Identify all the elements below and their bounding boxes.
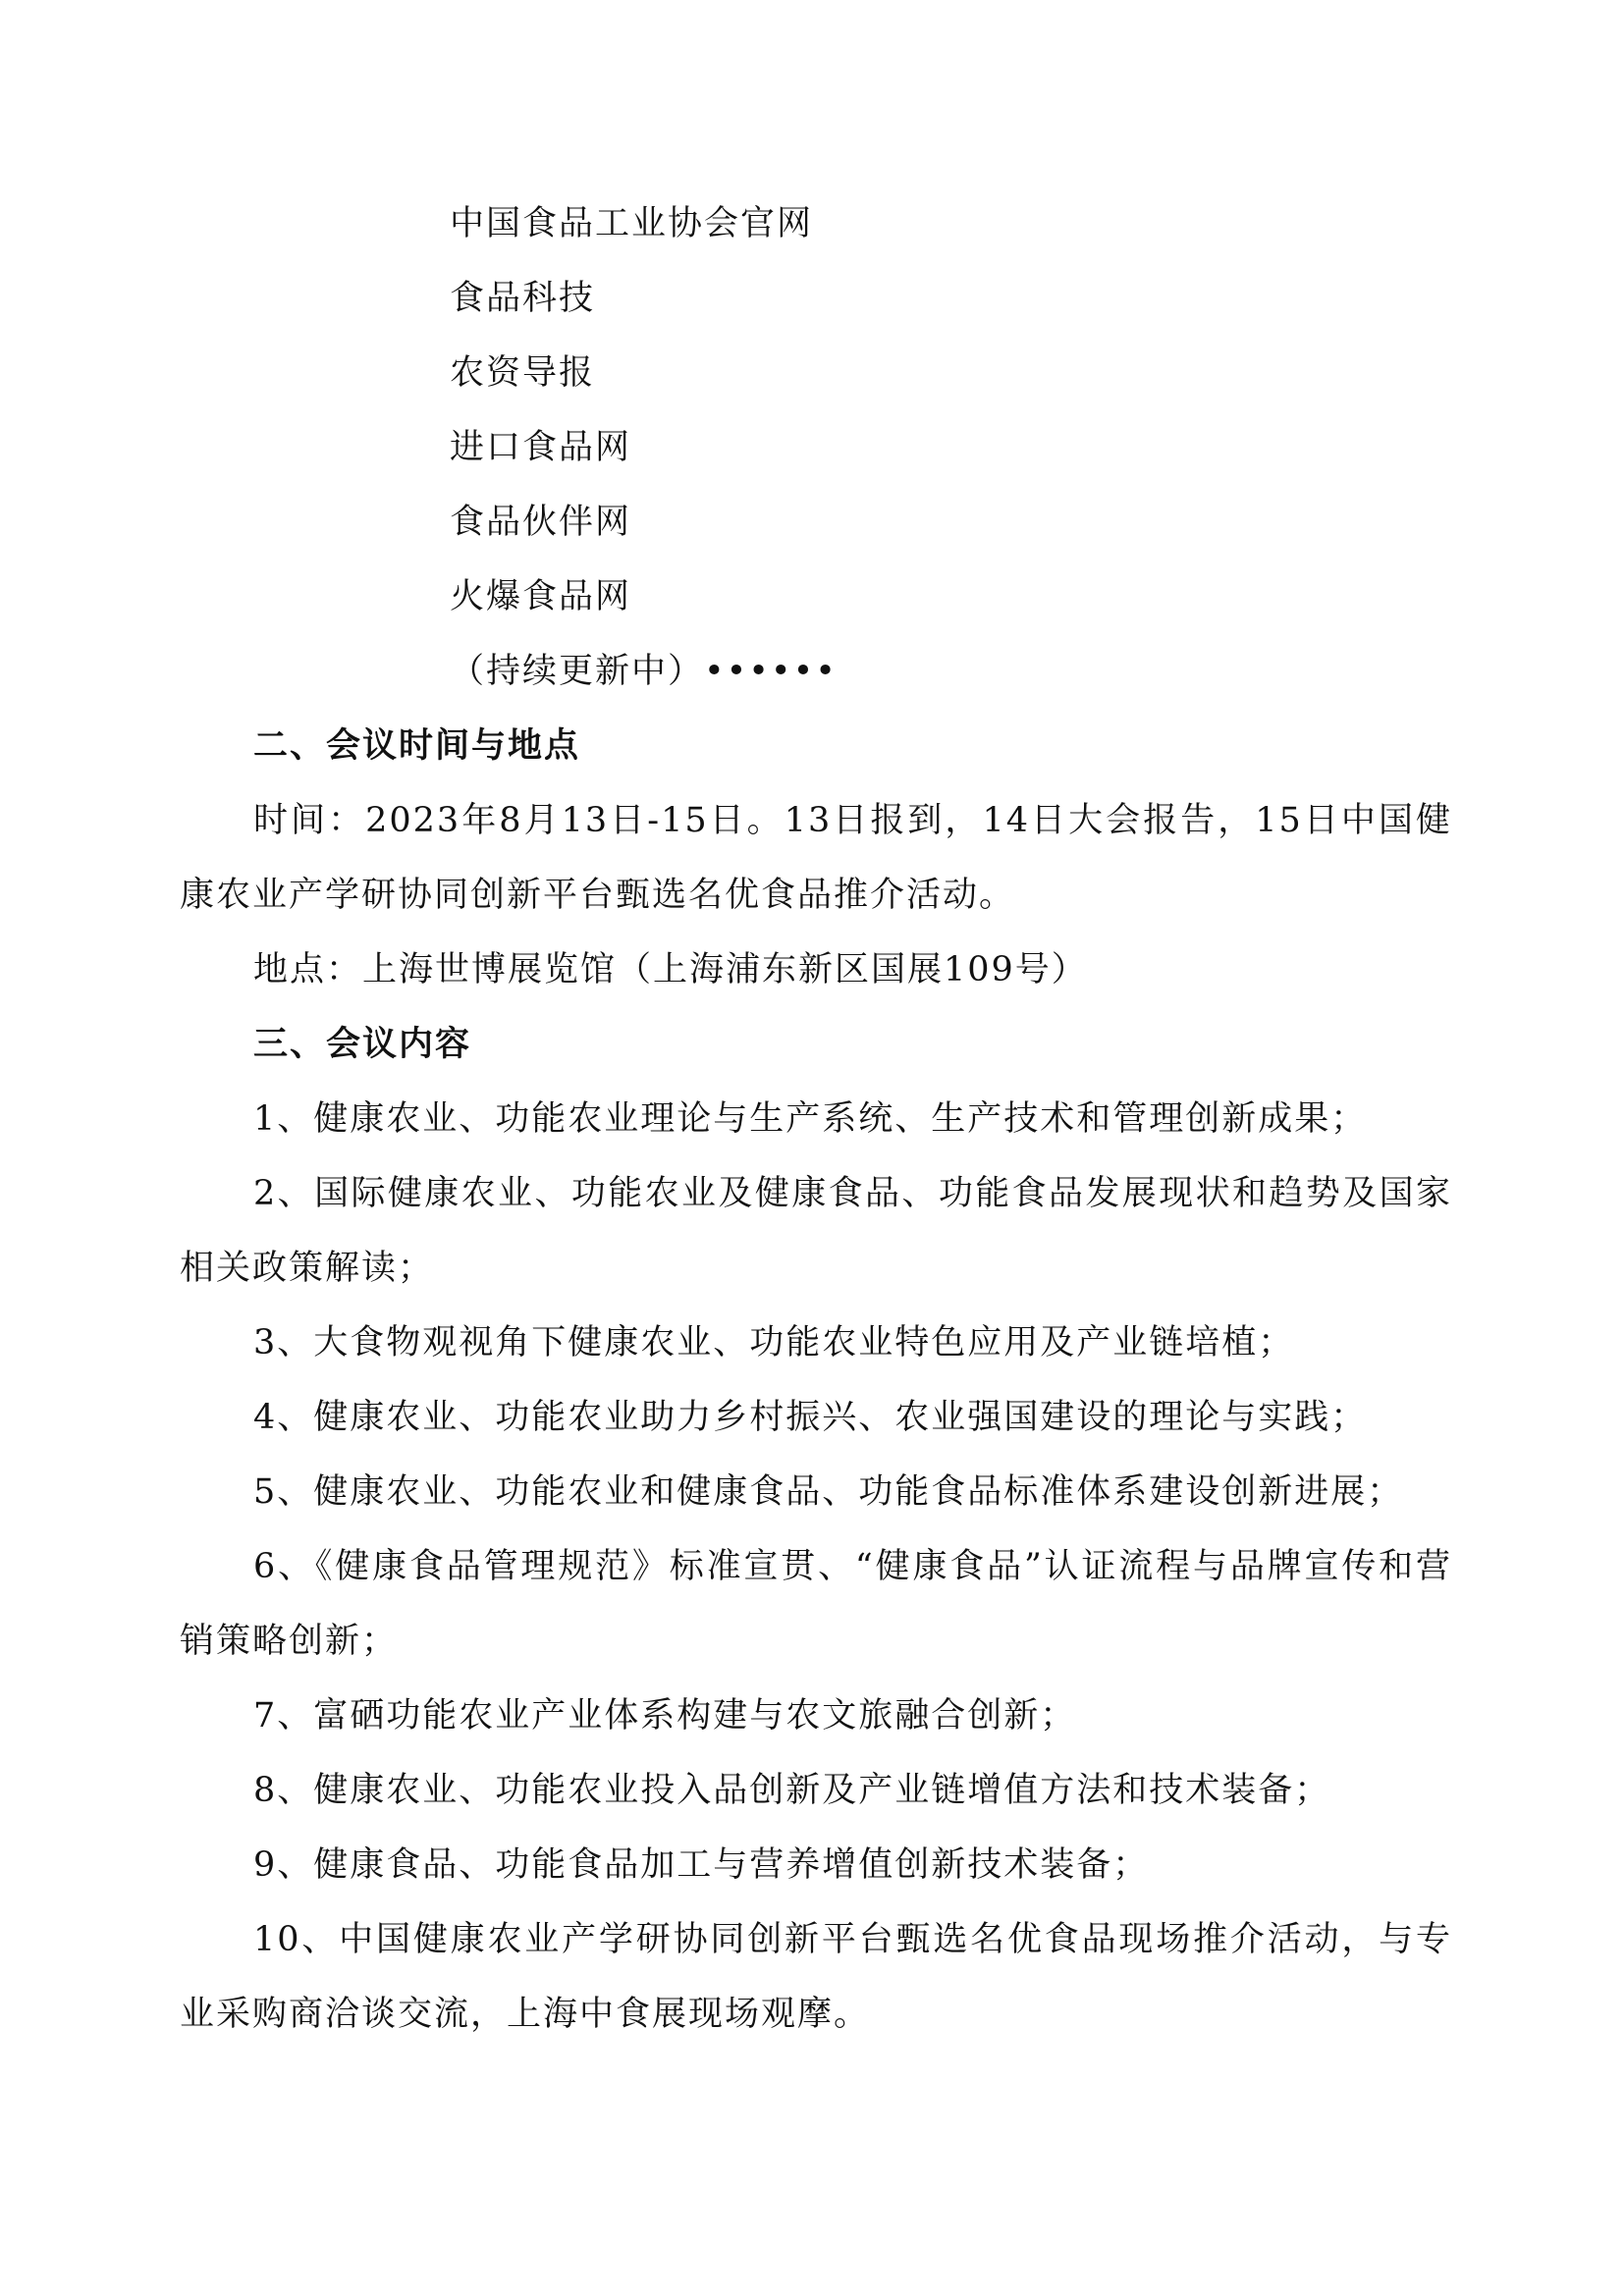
content-item: 7、富硒功能农业产业体系构建与农文旅融合创新； [253,1696,1077,1735]
content-item: 5、健康农业、功能农业和健康食品、功能食品标准体系建设创新进展； [253,1472,1404,1512]
document-body [180,709,1452,2052]
content-item: 3、大食物观视角下健康农业、功能农业特色应用及产业链培植； [253,1323,1295,1362]
media-item: 火爆食品网 [450,577,632,616]
media-list-continued-note: （持续更新中）•••••• [450,652,838,691]
media-item: 食品科技 [450,279,596,318]
content-item: 8、健康农业、功能农业投入品创新及产业链增值方法和技术装备； [253,1771,1331,1810]
content-item: 4、健康农业、功能农业助力乡村振兴、农业强国建设的理论与实践； [253,1398,1368,1437]
meeting-place-paragraph: 地点：上海世博展览馆（上海浦东新区国展109号） [253,950,1088,989]
section-heading-content: 三、会议内容 [253,1024,472,1064]
media-item: 进口食品网 [450,428,632,467]
content-item: 2、国际健康农业、功能农业及健康食品、功能食品发展现状和趋势及国家相关政策解读； [180,1174,1452,1288]
media-list [450,187,838,709]
content-item: 10、中国健康农业产学研协同创新平台甄选名优食品现场推介活动，与专业采购商洽谈交流，上海中食展现场观摩。 [180,1920,1452,2034]
media-item: 食品伙伴网 [450,503,632,542]
content-item: 6、《健康食品管理规范》标准宣贯、“健康食品”认证流程与品牌宣传和营销策略创新； [180,1547,1452,1661]
media-item: 农资导报 [450,353,596,393]
media-item: 中国食品工业协会官网 [450,204,814,243]
meeting-time-paragraph: 时间：2023年8月13日-15日。13日报到，14日大会报告，15日中国健康农业产学研协同创新平台甄选名优食品推介活动。 [180,801,1452,915]
content-item: 9、健康食品、功能食品加工与营养增值创新技术装备； [253,1845,1150,1885]
content-item: 1、健康农业、功能农业理论与生产系统、生产技术和管理创新成果； [253,1099,1368,1139]
section-heading-time-place: 二、会议时间与地点 [253,725,581,766]
